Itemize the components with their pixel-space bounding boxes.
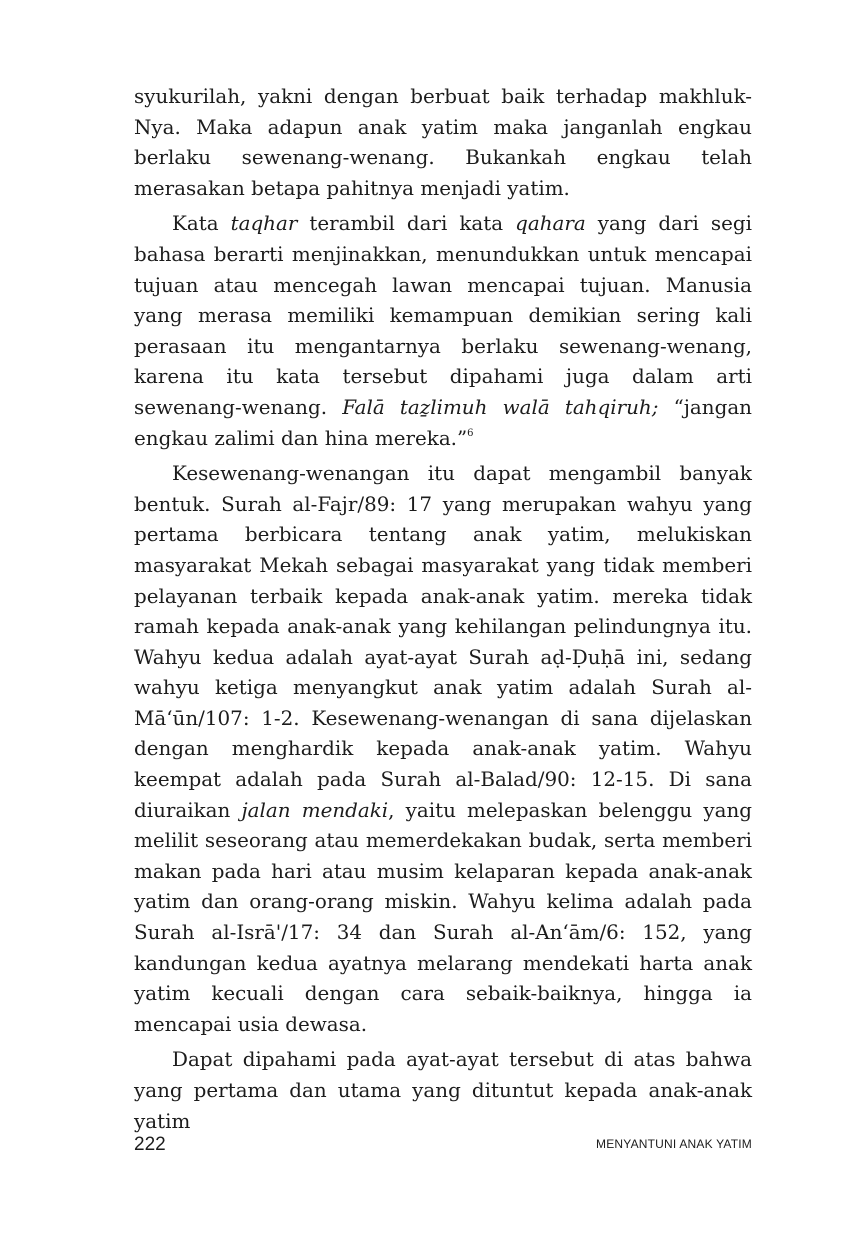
term-jalan-mendaki: jalan mendaki — [241, 798, 389, 822]
paragraph-3-text-b: , yaitu melepaskan belenggu yang melilit seseorang atau memerdekakan budak, serta memberi makan pada hari atau musim kelaparan kepada anak-anak yatim dan orang-orang miskin. Wahyu kelima adalah pada Surah al-Isrā'/17: 34 dan Surah al-An‘ām/6: 152, yang kandungan kedua ayatnya melarang mendekati harta anak yatim kecuali dengan cara sebaik-baiknya, hingga ia mencapai usia dewasa. — [134, 798, 752, 1036]
paragraph-3 — [134, 459, 752, 1040]
page-number: 222 — [134, 1134, 166, 1155]
term-taqhar: taqhar — [230, 212, 298, 236]
paragraph-1-text: syukurilah, yakni dengan berbuat baik terhadap makhluk-Nya. Maka adapun anak yatim maka janganlah engkau berlaku sewenang-wenang. Bukankah engkau telah merasakan betapa pahitnya menjadi yatim. — [134, 85, 752, 200]
term-qahara: qahara — [515, 212, 586, 236]
body-text — [134, 82, 752, 1142]
running-title: MENYANTUNI ANAK YATIM — [596, 1137, 752, 1151]
paragraph-3-text-a: Kesewenang-wenangan itu dapat mengambil banyak bentuk. Surah al-Fajr/89: 17 yang merupakan wahyu yang pertama berbicara tentang anak yatim, melukiskan masyarakat Mekah sebagai masyarakat yang tidak memberi pelayanan terbaik kepada anak-anak yatim. mereka tidak ramah kepada anak-anak yang kehilangan pelindungnya itu. Wahyu kedua adalah ayat-ayat Surah aḍ-Ḍuḥā ini, sedang wahyu ketiga menyangkut anak yatim adalah Surah al-Mā‘ūn/107: 1-2. Kesewenang-wenangan di sana dijelaskan dengan menghardik kepada anak-anak yatim. Wahyu keempat adalah pada Surah al-Balad/90: 12-15. Di sana diuraikan — [134, 462, 752, 822]
transliteration-quote: Falā taẕlimuh walā tahqiruh; — [342, 395, 659, 419]
footnote-marker: 6 — [467, 427, 474, 439]
paragraph-2 — [134, 209, 752, 454]
paragraph-4 — [134, 1045, 752, 1137]
paragraph-2-text-a: Kata — [172, 212, 231, 236]
paragraph-1 — [134, 82, 752, 204]
paragraph-2-text-b: terambil dari kata — [297, 212, 516, 236]
paragraph-2-text-d: “jangan engkau zalimi dan hina mereka.” — [134, 395, 752, 450]
paragraph-2-text-c: yang dari segi bahasa berarti menjinakkan, menundukkan untuk mencapai tujuan atau mencegah lawan mencapai tujuan. Manusia yang merasa memiliki kemampuan demikian sering kali perasaan itu mengantarnya berlaku sewenang-wenang, karena itu kata tersebut dipahami juga dalam arti sewenang-wenang. — [134, 212, 752, 419]
paragraph-4-text: Dapat dipahami pada ayat-ayat tersebut di atas bahwa yang pertama dan utama yang dituntut kepada anak-anak yatim — [134, 1048, 752, 1133]
